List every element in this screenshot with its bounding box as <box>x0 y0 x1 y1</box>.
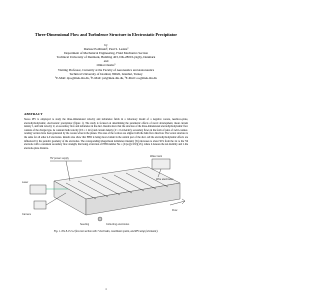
figure-label: Collecting electrodes <box>106 223 130 226</box>
setup-figure <box>20 153 192 228</box>
author-line: by <box>104 43 108 47</box>
author-line: and <box>103 59 109 64</box>
setup-schematic <box>20 153 192 228</box>
author-block <box>20 43 192 80</box>
abstract-heading: ABSTRACT <box>24 112 43 116</box>
author-emails: ¹E-Mail: dpo@mek.dtu.dk, ²E-Mail: psl@mek.dtu.dk, ³E-Mail: oo@mek.dtu.dk <box>55 75 157 80</box>
author-line: Olmar Ossmo³ <box>96 63 116 68</box>
author-line: Technical University of Istanbul, 80626, Istanbul, Turkey <box>69 71 143 76</box>
author-line: Technical University of Denmark, Building 403, DK-2800 Lyngby, Denmark <box>56 55 156 60</box>
figure-label: Seeding <box>80 223 90 226</box>
abstract-text: Stereo PIV is employed to study the three-dimensional velocity and turbulence fields in a laboratory model of a negative corona, needle-to-plate, electrohydrodynamic, electrostatic precipitator (figure 1). The study is focused on determining the parametric effects of novel development, mean current density J, and bulk velocity U, on secondary flow and turbulence in the duct. Results show that the structure of the three-dimensional electrohydrodynamic flow consists of the charged gas. At constant bulk velocity (Ub = 1 m/s) and current density (Jc = 0.4 mA/m²), secondary flows in the form of pairs of swirl-counter-rotating vortices have been generated by the corona wires in the planes. The axes of the vortices are aligned with the bulk flow direction. The vortex structure is the same for all other 4-9 electrodes. Results also show that EHD is being most evident in the central part of the duct. All the electrohydrodynamic effects are influenced by the periodic geometry of the electrodes. The corresponding image/mean turbulence intensity (Tu) increases to about 50% from the 1st to the 7th electrode with a consistent secondary flow strength, that being a function of EHD number Ne = (Jc/ρo)(L/Ub²)(1/b), where b denotes the ion mobility and L the electrode-plate distance. <box>24 118 188 150</box>
figure-label: Flow <box>172 209 178 212</box>
figure-label: Camera <box>22 213 31 216</box>
figure-label: HV power supply <box>50 157 69 160</box>
figure-label: Water tank <box>150 155 162 158</box>
author-line: Visiting Professor, Currently at the Faculty of Aeronautics and Astronautics <box>57 67 155 72</box>
figure-caption: Fig. 1. The 8-15-5-2 flow test section with 7 electrodes, coordinate system, and PIV setup (schematic). <box>53 230 159 233</box>
paper-title: Three-Dimensional Flow and Turbulence Structure in Electrostatic Precipitator <box>34 32 178 37</box>
page-number: 1 <box>105 287 107 291</box>
figure-label: Laser <box>22 181 29 184</box>
author-line: Dariusz Podlinski¹, Paul S. Lesina² <box>83 47 129 52</box>
author-line: Department of Mechanical Engineering, Fluid Mechanics Section <box>64 51 148 56</box>
figure-label: Wire electrodes <box>156 178 174 181</box>
